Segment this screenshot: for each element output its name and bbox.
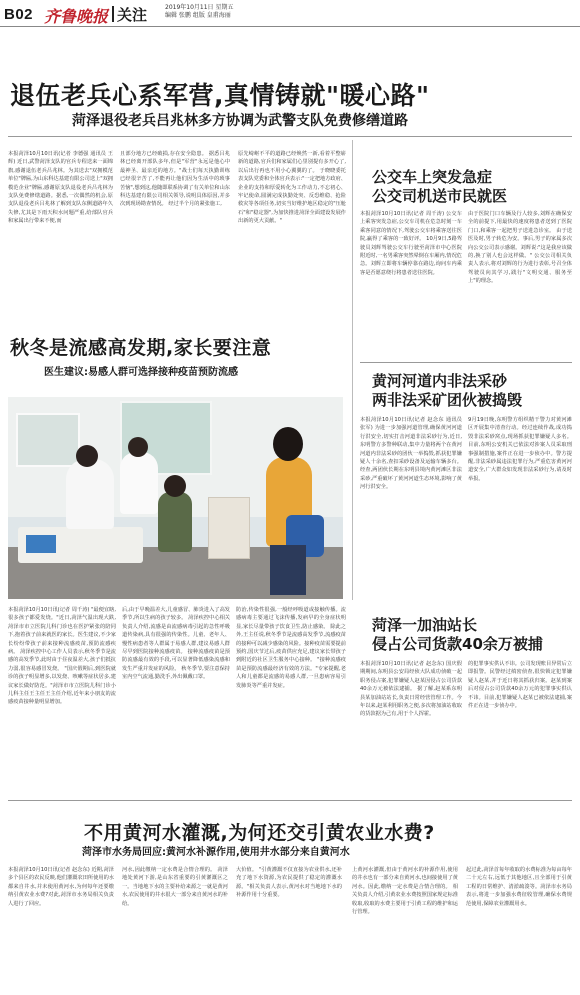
- bus-headline: [372, 168, 507, 206]
- river-headline: [372, 372, 522, 410]
- lead-column-1: 本报菏泽10月10日讯(记者 李德强 通讯员 王辉) 近日,武警菏泽支队的官兵专程送来一面锦旗,感谢退伍老兵吕兆林。为其送去"双拥模范单位"牌匾,为山东科达基建有限公司送上"双拥模范企业"牌匾,感谢原支队退役老兵吕兆林为支队免费修缮道路。据悉,一次偶然的机会,原支队退役老兵吕兆林了解到支队东侧道路年久失修,尤其是下雨天积水问题严重,给部队官兵和家属出行带来不便,而: [8, 151, 113, 225]
- water-column-2: 河水,因此缴纳一定水费是合情合理的。 菏泽地处黄河下游,是山东省重要的引黄灌溉区之一。当地地下水的主要补给来源之一就是黄河水,农民使用的井水很大一部分来自黄河水的补给。: [122, 867, 228, 907]
- flu-subheadline: 医生建议:易感人群可选择接种疫苗预防流感: [44, 367, 238, 378]
- river-headline-line-1: 黄河河道内非法采砂: [372, 372, 508, 390]
- river-column-1: 本报菏泽10月10日讯(记者 赵念东 通讯员 张军) 为进一步加强河道管理,确保黄河河道行洪安全,切实打击河道非法采砂行为,近日,东明警方多警种联动,集中力量将两个在黄河河道内非法采砂的团伙一举捣毁,抓获犯罪嫌疑人十余名,查扣采砂设备及运输车辆多台。 经查,两团伙长期在东明县境内黄河滩区非法采砂,严重破坏了黄河河道生态环境,影响了黄河行洪安全。: [360, 417, 462, 491]
- vaccination-photo: [8, 397, 343, 599]
- flu-column-1: 本报菏泽10月10日讯(记者 周千涛) "最便宜瞎,很多孩子都爱发烧。"近日,菏泽气温出现大跌,菏泽市市立医院儿科门诊也在医护紧张的陪同下,抱着孩子前来就医的家长。医生建议,不少家长纷纷带孩子前来接种流感疫苗,预防流感疾病。 菏泽疾控中心工作人员表示,秋冬季节是流感的高发季节,此时由于昼夜温差大,孩子们抵抗力弱,很容易感冒发烧。 "国庆假期后,到医院就诊的孩子明显增多,以发烧、咳嗽等症状居多,建议家长做好防范。"菏泽市市立医院儿科门诊小儿科主任王主任王主任介绍,近年来小朋友的流感疫苗接种量明显增加。: [8, 607, 116, 706]
- header-meta: [165, 4, 233, 20]
- staff-line: 编辑 张鹏 组版 皇甫海丽: [165, 12, 231, 19]
- water-column-1: 本报菏泽10月10日讯(记者 赵念东) 近期,菏泽多个县区的农民反映,他们灌溉农田所使用的水都来自井水,并未使用黄河水,为何每年还要缴纳引黄农业水费?对此,菏泽市水务局相关负责人进行了回应。: [8, 867, 114, 907]
- lead-column-3: 原先崎岖不平的道路已经焕然一新,看着平整崭新的道路,官兵们和家属们心里别提有多开心了,以后出行再也不用小心翼翼的了。 于晓晓委托表支队党委和全体官兵表示:"一定把地方政府、企业的支持和厚爱转化为工作动力,不忘初心、牢记使命,圆满完成执勤处突、反恐维稳、抢险救灾等各项任务,切实当好维护地区稳定的"压舱石"和"稳定器",为加快推进菏泽全面建设发展作出新的更大贡献。": [238, 151, 346, 225]
- date-line: 2019年10月11日 星期五: [165, 4, 234, 11]
- flu-column-2: 后,由于早晚温差大,儿童感冒、肺炎进入了高发季节,所以生病的孩子较多。 菏泽疾控中心相关负责人介绍,流感是由流感病毒引起的急性呼吸道传染病,具有很强的传染性。儿童、老年人、慢性病患者等人群属于易感人群,建议易感人群尽早到医院接种流感疫苗。 接种流感疫苗是预防流感最有效的手段,可以显著降低感染流感和发生严重并发症的风险。 秋冬季节,要注意保持室内空气流通,勤洗手,外出佩戴口罩。: [122, 607, 230, 681]
- flu-headline: 秋冬是流感高发期,家长要注意: [10, 337, 272, 359]
- flu-column-3: 防治,传染性很强,一般经呼吸道或接触传播。流感病毒主要通过飞沫传播,发病早的全身症状明显,家长尽量带孩子饮食卫生,防止感染。 除此之外,王主任说,秋冬季节是流感高发季节,流感疫苗的接种可以减少感染的风险。接种疫苗需要提前预约,国庆节过后,疫苗供应充足,建议家长带孩子到附近的社区卫生服务中心接种。 "接种流感疫苗是预防流感最经济有效的方法。"专家提醒,老人和儿童都是流感的易感人群,一旦患病容易引发肺炎等严重并发症。: [236, 607, 346, 689]
- bus-headline-line-2: 公交司机送市民就医: [372, 187, 508, 205]
- section-title: 关注: [117, 6, 148, 24]
- water-column-4: 上黄河水灌溉,但由于黄河水的补源作用,使用的井水也有一部分来自黄河水,也间接使用了黄河水。因此,缴纳一定水费是合情合理的。 相关负责人介绍,引黄农业水费按照国家规定标准收取,收取的水费主要用于引黄工程的维护和运行管理。: [352, 867, 458, 916]
- gas-headline-line-2: 侵占公司货款40余万被捕: [372, 635, 543, 653]
- water-subheadline: 菏泽市水务局回应:黄河水补源作用,使用井水部分来自黄河水: [82, 847, 350, 858]
- lead-column-2: 且部分地方已经破损,存在安全隐患。 据悉吕兆林已经离开部队多年,但是"军营"永远是他心中最神圣、最亲近的地方。"战士们每天执勤训练已经很辛苦了,不能再让他们因为生活中的琐事苦恼",想到这,他随即联系协调了有关单位和山东科达基建有限公司相关领导,说明具体原因,并多次到现场勘查情况。 经过半个月的紧张施工,: [120, 151, 230, 208]
- gas-column-2: 的犯罪事实供认不讳。公司发现账目异常后立即报警。民警经过缜密侦查,很快锁定犯罪嫌疑人赵某,并于近日将其抓获归案。赵某到案后对侵占公司货款40余万元的犯罪事实供认不讳。目前,犯罪嫌疑人赵某已被依法逮捕,案件正在进一步侦办中。: [468, 661, 572, 710]
- bus-headline-line-1: 公交车上突发急症: [372, 168, 493, 186]
- water-rule: [8, 800, 572, 801]
- lead-subheadline: 菏泽退役老兵吕兆林多方协调为武警支队免费修缮道路: [72, 113, 408, 129]
- water-column-5: 起过此,菏泽首每年收取的水费标准为每亩每年二十元左右,远低于其他地区,且全部用于引黄工程的日常维护、清淤疏浚等。菏泽市水务局表示,将进一步加强水费征收管理,确保水费规范使用,保障农业灌溉用水。: [466, 867, 572, 907]
- page-code: B02: [4, 6, 34, 23]
- river-headline-line-2: 两非法采矿团伙被捣毁: [372, 391, 523, 409]
- gas-headline-line-1: 菏泽一加油站长: [372, 616, 478, 634]
- bus-column-1: 本报菏泽10月10日讯(记者 周千涛) 公交车上乘客突发急症,公交车司机在危急时刻一车乘客同意的情况下,驾驶公交车将乘客送往医院,赢得了乘客的一致好评。 10月9日,5路驾驶员刘辉驾驶公交车行驶至菏泽市中心医院附近时,一名男乘客突然晕倒在车厢内,情况危急。刘辉立即将车辆停靠在路边,询问车内乘客是否愿意绕行将患者送往医院。: [360, 211, 462, 276]
- water-column-3: 大价值。 "引黄灌溉不仅直接为农业供水,还补充了地下水资源,为农民提供了稳定的灌溉水源。"相关负责人表示,黄河水对当地地下水的补源作用十分重要。: [236, 867, 342, 899]
- header-rule: [0, 26, 580, 27]
- water-headline: 不用黄河水灌溉,为何还交引黄农业水费?: [84, 822, 435, 844]
- gas-column-1: 本报菏泽10月10日讯(记者 赵念东) 国庆假期期间,东明县公安局经侦大队成功侦破一起职务侵占案,犯罪嫌疑人赵某因侵占公司货款40余万元被依法逮捕。 据了解,赵某系东明县某加油站站长,负责日常经营管理工作。今年以来,赵某利用职务之便,多次将加油站收取的货款据为己有,用于个人挥霍。: [360, 661, 462, 718]
- river-column-2: 9月19日晚,东明警方组织精干警力对黄河滩区开展集中清查行动。经过连续作战,成功捣毁非法采砂窝点,现场抓获犯罪嫌疑人多名。 目前,东明公安机关已依法对涉案人员采取刑事强制措施,案件正在进一步侦办中。警方提醒,非法采砂属违法犯罪行为,严重危害黄河河道安全,广大群众如发现非法采砂行为,请及时举报。: [468, 417, 572, 482]
- lead-rule: [8, 136, 572, 137]
- lead-headline: 退伍老兵心系军营,真情铸就"暖心路": [10, 81, 430, 110]
- header-divider: [112, 6, 114, 22]
- gas-headline: [372, 616, 543, 654]
- bus-column-2: 由于医院门口车辆及行人较多,刘辉在确保安全的前提下,用最快的速度将患者送到了医院门口,和乘客一起把男子送进急诊室。 由于送医及时,男子转危为安。事后,男子的家属多次向公交公司表示感谢。刘辉说:"这是我应该做的,换了别人也会这样做。" 公交公司相关负责人表示,将对刘辉的行为进行表彰,号召全体驾驶员向其学习,践行"文明交通、服务至上"的理念。: [468, 211, 572, 285]
- bus-rule: [360, 362, 572, 363]
- column-divider: [352, 140, 353, 600]
- paper-logo: 齐鲁晚报: [44, 7, 109, 26]
